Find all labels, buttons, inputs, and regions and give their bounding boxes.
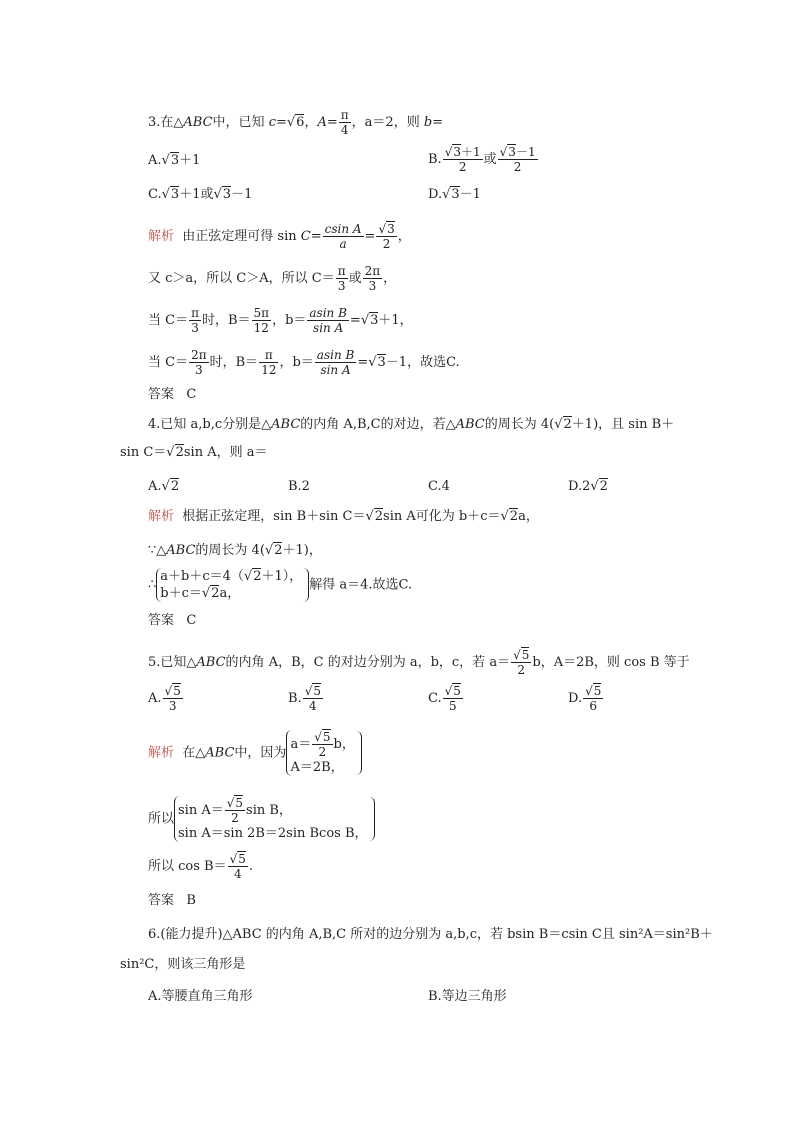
- q4-option-d: D.2√2: [568, 479, 608, 494]
- q6-option-a: A.等腰直角三角形: [148, 989, 253, 1004]
- q4-analysis-line2: ∵△ABC的周长为 4(√2＋1)，: [148, 543, 322, 558]
- q6-stem-line2: sin²C，则该三角形是: [120, 957, 246, 972]
- q5-condition-system: a＝ $\frac{√5}{2}$ b， A＝2B，: [286, 730, 354, 776]
- q5-analysis-line3: 所以 cos B＝ $\frac{√5}{4}$ .: [148, 852, 254, 881]
- q5-option-c: C. $\frac{√5}{5}$: [428, 684, 461, 713]
- q3-analysis-line4: 当 C＝ $\frac{2\pi}{3}$ 时，B＝ $\frac{\pi}{12}$ ，b＝ $\frac{\text{asin B}}{\text{sin A}}$ =√3－1，故选C.: [148, 348, 460, 377]
- q5-analysis-line2: 所以 sin A＝ $\frac{√5}{2}$ sin B， sin A＝sin 2B＝2sin Bcos B，: [148, 796, 375, 842]
- q3-option-c: C.√3＋1或√3－1: [148, 187, 253, 202]
- q4-analysis-line1: 解析 根据正弦定理，sin B＋sin C＝√2sin A可化为 b＋c＝√2a，: [148, 509, 539, 524]
- q4-stem-line2: sin C＝√2sin A，则 a＝: [120, 445, 268, 460]
- q3-option-a: A.√3＋1: [148, 153, 201, 168]
- q4-analysis-line3: ∴ a＋b＋c＝4（√2＋1）， b＋c＝√2a， 解得 a＝4.故选C.: [148, 569, 413, 601]
- q4-option-a: A.√2: [148, 479, 180, 494]
- q5-analysis-line1: 解析 在△ABC中，因为 a＝ $\frac{√5}{2}$ b， A＝2B，: [148, 730, 362, 776]
- q5-sine-system: sin A＝ $\frac{√5}{2}$ sin B， sin A＝sin 2B＝2sin Bcos B，: [174, 796, 368, 842]
- q3-option-b: B. $\frac{√3+1}{2}$ 或 $\frac{√3-1}{2}$: [428, 145, 536, 174]
- q5-option-d: D. $\frac{√5}{6}$: [568, 684, 602, 713]
- q4-stem-line1: 4.已知 a,b,c分别是△ABC的内角 A,B,C的对边，若△ABC的周长为 4(√2＋1)，且 sin B＋: [148, 417, 675, 432]
- q6-stem-line1: 6.(能力提升)△ABC 的内角 A,B,C 所对的边分别为 a,b,c，若 bsin B＝csin C且 sin²A＝sin²B＋: [148, 927, 713, 942]
- q3-answer: 答案 C: [148, 387, 197, 402]
- q4-equation-system: a＋b＋c＝4（√2＋1）， b＋c＝√2a，: [156, 568, 302, 602]
- q5-answer: 答案 B: [148, 893, 196, 908]
- q3-stem: 3.在△ABC中，已知 c=√6，A= $\frac{\pi}{4}$ ，a＝2，则 b=: [148, 108, 444, 137]
- q4-option-c: C.4: [428, 479, 450, 494]
- q3-analysis-line1: 解析 由正弦定理可得 sin C= $\frac{\text{csin A}}{a}$ = $\frac{√3}{2}$ ，: [148, 222, 411, 251]
- q6-option-b: B.等边三角形: [428, 989, 507, 1004]
- q5-option-b: B. $\frac{√5}{4}$: [288, 684, 321, 713]
- q3-analysis-line3: 当 C＝ $\frac{\pi}{3}$ 时，B＝ $\frac{5\pi}{12}$ ，b＝ $\frac{\text{asin B}}{\text{sin A}}$ =√3＋1，: [148, 306, 413, 335]
- q5-stem: 5.已知△ABC的内角 A，B，C 的对边分别为 a，b，c，若 a＝ $\frac{√5}{2}$ b，A＝2B，则 cos B 等于: [148, 648, 690, 677]
- q5-option-a: A. $\frac{√5}{3}$: [148, 684, 181, 713]
- q4-answer: 答案 C: [148, 613, 197, 628]
- q3-option-d: D.√3－1: [428, 187, 481, 202]
- q3-analysis-line2: 又 c＞a，所以 C＞A，所以 C＝ $\frac{\pi}{3}$ 或 $\frac{2\pi}{3}$ ，: [148, 264, 397, 293]
- q4-option-b: B.2: [288, 479, 310, 494]
